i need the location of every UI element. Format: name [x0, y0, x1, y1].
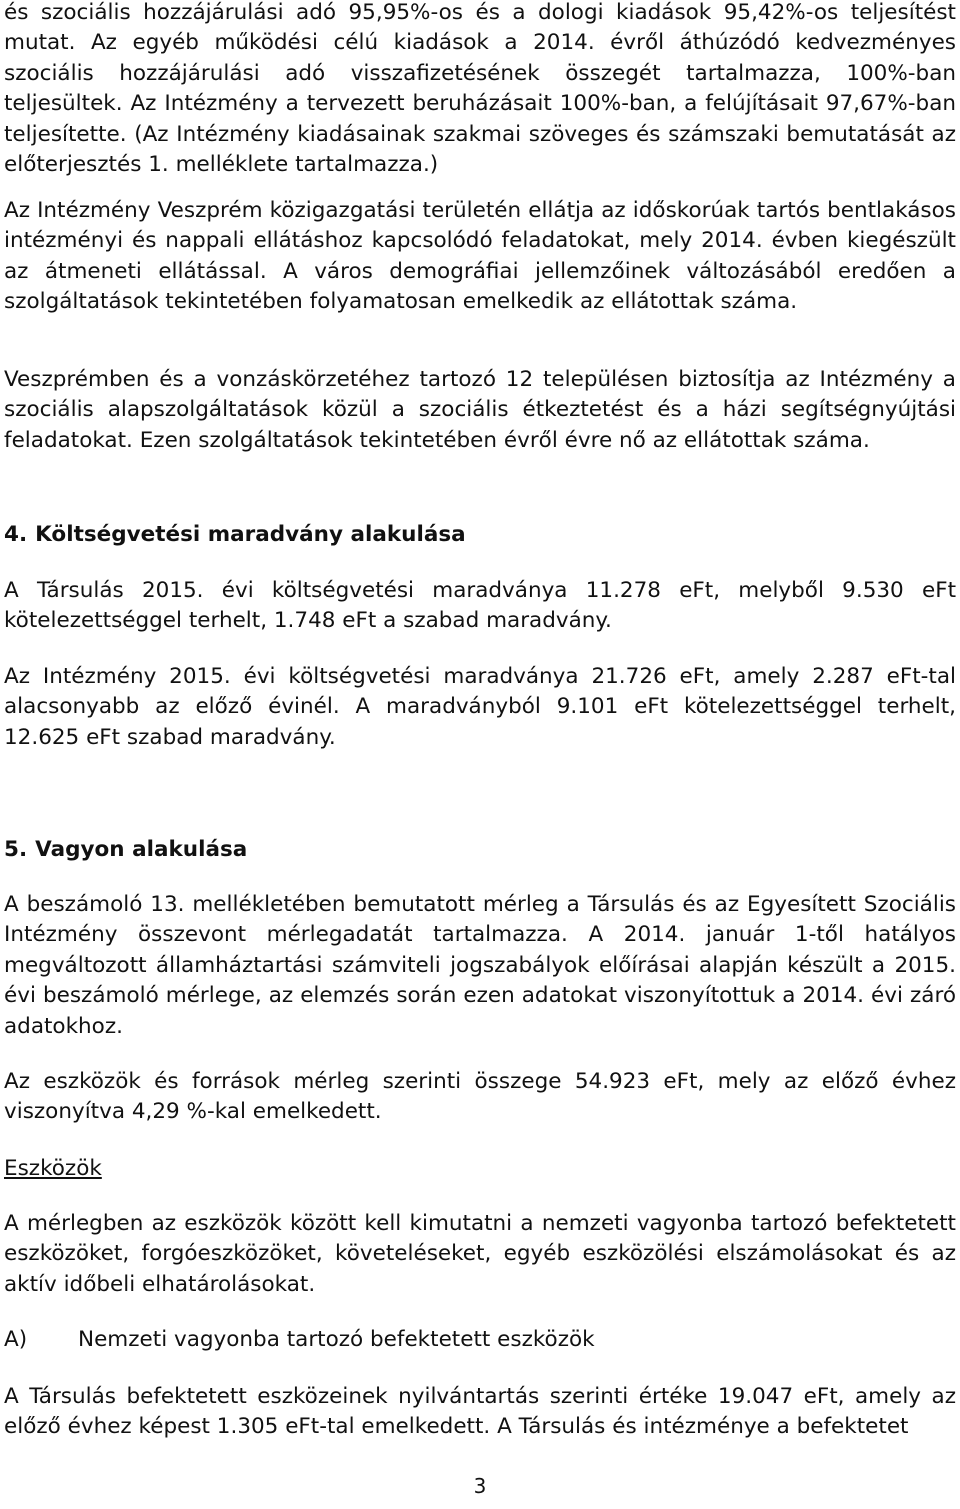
paragraph-fixed-assets: A Társulás befektetett eszközeinek nyilvántartás szerinti értéke 19.047 eFt, amely az előző évhez képest 1.305 eFt-tal emelkedett. A Társulás és intézménye a befektetet [4, 1384, 956, 1440]
section-number: 5. [4, 837, 28, 862]
paragraph-balance-total: Az eszközök és források mérleg szerinti összege 54.923 eFt, mely az előző évhez viszonyítva 4,29 %-kal emelkedett. [4, 1069, 956, 1125]
paragraph-expenditure-performance: és szociális hozzájárulási adó 95,95%-os és a dologi kiadások 95,42%-os teljesítést mutat. Az egyéb működési célú kiadások a 2014. évről áthúzódó kedvezményes szociális hozzájárulási adó visszafizetésének összegét tartalmazza, 100%-ban teljesültek. Az Intézmény a tervezett beruházásait 100%-ban, a felújításait 97,67%-ban teljesítette. (Az Intézmény kiadásainak szakmai szöveges és számszaki bemutatását az előterjesztés 1. melléklete tartalmazza.) [4, 0, 956, 178]
paragraph-balance-sheet: A beszámoló 13. mellékletében bemutatott mérleg a Társulás és az Egyesített Szociális Intézmény összevont mérlegadatát tartalmazza. A 2014. január 1-től hatályos megváltozott államháztartási számviteli jogszabályok előírásai alapján készült a 2015. évi beszámoló mérlege, az elemzés során ezen adatokat viszonyítottuk a 2014. évi záró adatokhoz. [4, 892, 956, 1039]
section-title: Költségvetési maradvány alakulása [35, 522, 466, 547]
list-item-letter: A) [4, 1327, 28, 1352]
section-title: Vagyon alakulása [35, 837, 248, 862]
list-item-a [4, 1325, 956, 1355]
paragraph-asset-categories: A mérlegben az eszközök között kell kimutatni a nemzeti vagyonba tartozó befektetett eszközöket, forgóeszközöket, követeléseket, egyéb eszközölési elszámolásokat és az aktív időbeli elhatárolásokat. [4, 1211, 956, 1297]
list-item-text: Nemzeti vagyonba tartozó befektetett eszközök [78, 1327, 595, 1352]
section-number: 4. [4, 522, 28, 547]
paragraph-association-residual: A Társulás 2015. évi költségvetési maradványa 11.278 eFt, melyből 9.530 eFt kötelezettséggel terhelt, 1.748 eFt a szabad maradvány. [4, 578, 956, 634]
paragraph-institution-residual: Az Intézmény 2015. évi költségvetési maradványa 21.726 eFt, amely 2.287 eFt-tal alacsonyabb az előző évinél. A maradványból 9.101 eFt kötelezettséggel terhelt, 12.625 eFt szabad maradvány. [4, 664, 956, 750]
paragraph-basic-services: Veszprémben és a vonzáskörzetéhez tartozó 12 településen biztosítja az Intézmény a szociális alapszolgáltatások közül a szociális étkeztetést és a házi segítségnyújtási feladatokat. Ezen szolgáltatások tekintetében évről évre nő az ellátottak száma. [4, 367, 956, 453]
section-heading-budget-residual [4, 520, 466, 550]
page-number: 3 [473, 1474, 487, 1498]
section-heading-assets [4, 835, 247, 865]
paragraph-institution-services: Az Intézmény Veszprém közigazgatási területén ellátja az időskorúak tartós bentlakásos intézményi és nappali ellátáshoz kapcsolódó feladatokat, mely 2014. évben kiegészült az átmeneti ellátással. A város demográfiai jellemzőinek változásából eredően a szolgáltatások tekintetében folyamatosan emelkedik az ellátottak száma. [4, 198, 956, 315]
subheading-eszkozok: Eszközök [4, 1156, 102, 1181]
